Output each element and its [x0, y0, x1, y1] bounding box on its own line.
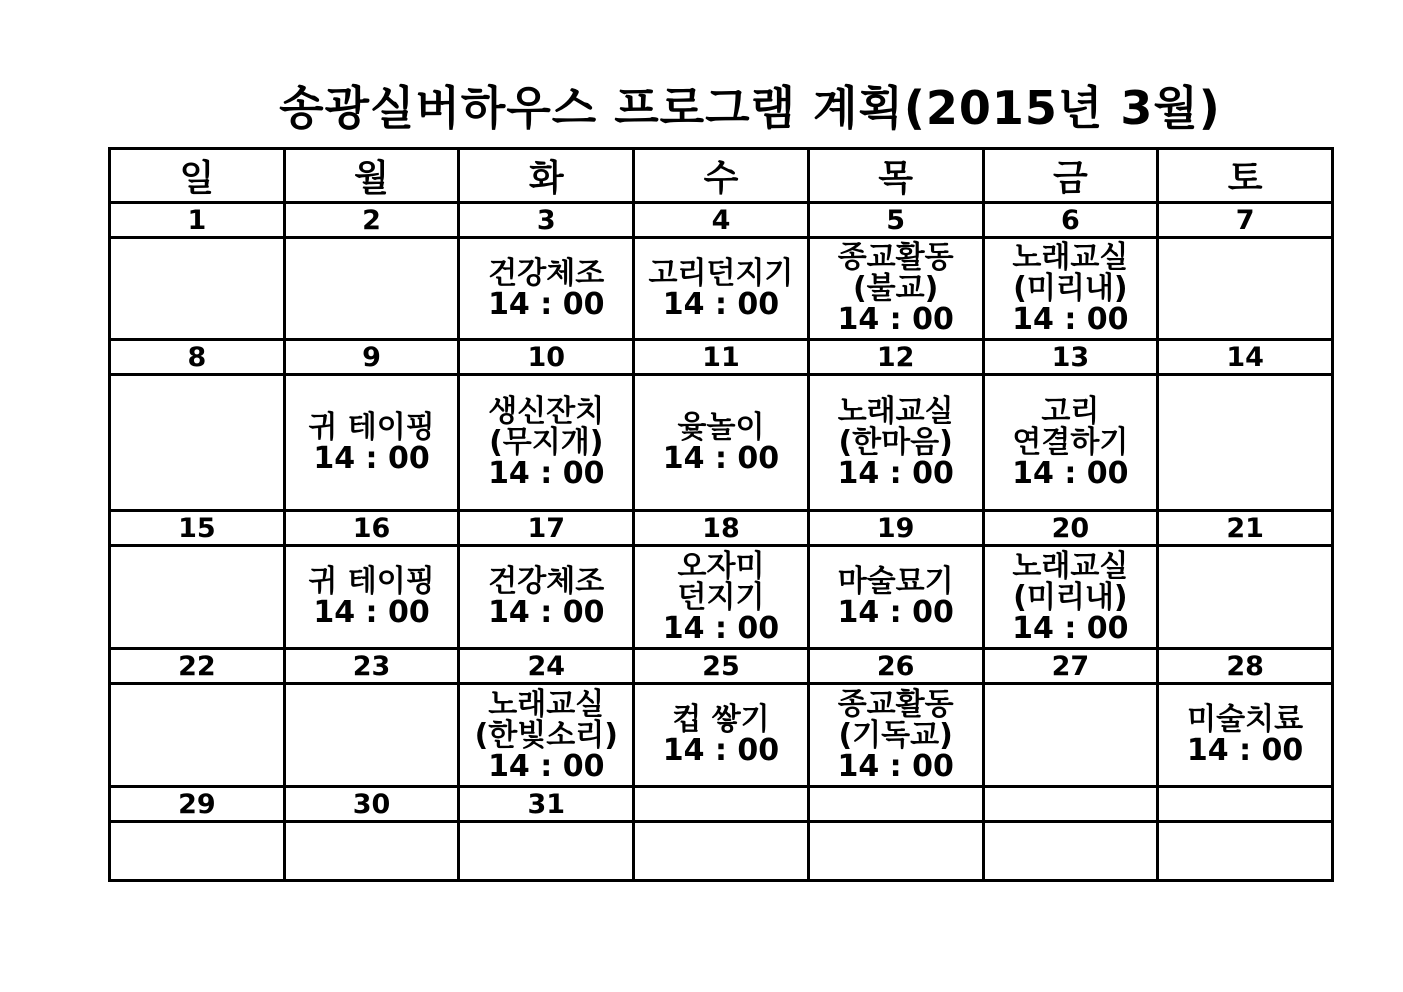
event-cell [983, 822, 1158, 881]
event-cell [983, 684, 1158, 787]
event-row [110, 822, 1333, 881]
event-cell [983, 546, 1158, 649]
date-cell: 5 [808, 203, 983, 238]
event-cell [459, 375, 634, 511]
event-cell [110, 684, 285, 787]
date-cell: 16 [284, 511, 459, 546]
event-label: (기독교) [838, 717, 953, 753]
event-cell [1158, 375, 1333, 511]
date-cell: 2 [284, 203, 459, 238]
event-label: 윷놀이 [677, 409, 765, 445]
event-time: 14 : 00 [837, 748, 954, 784]
date-cell: 29 [110, 787, 285, 822]
event-label: 마술묘기 [837, 564, 954, 599]
event-label: 노래교실 [488, 686, 605, 722]
event-cell [459, 238, 634, 340]
event-row [110, 684, 1333, 787]
event-cell [284, 238, 459, 340]
event-time: 14 : 00 [488, 595, 605, 630]
calendar-body [110, 149, 1333, 881]
weekday-header: 수 [634, 149, 809, 203]
page-title: 송광실버하우스 프로그램 계획(2015년 3월) [279, 81, 1221, 135]
date-cell [808, 787, 983, 822]
date-cell [1158, 787, 1333, 822]
event-time: 14 : 00 [1012, 456, 1129, 491]
date-cell: 31 [459, 787, 634, 822]
date-cell: 28 [1158, 649, 1333, 684]
event-cell [634, 546, 809, 649]
date-cell: 17 [459, 511, 634, 546]
date-cell: 1 [110, 203, 285, 238]
event-cell [284, 375, 459, 511]
event-row [110, 546, 1333, 649]
event-cell [459, 546, 634, 649]
event-cell [110, 546, 285, 649]
weekday-header: 일 [110, 149, 285, 203]
event-time: 14 : 00 [1012, 610, 1129, 646]
event-cell [808, 238, 983, 340]
event-row [110, 238, 1333, 340]
event-time: 14 : 00 [488, 748, 605, 784]
event-label: 연결하기 [1012, 425, 1129, 460]
event-label: 미술치료 [1187, 702, 1304, 737]
date-row [110, 511, 1333, 546]
event-label: 귀 테이핑 [308, 564, 435, 599]
event-time: 14 : 00 [313, 595, 430, 630]
date-cell [983, 787, 1158, 822]
date-cell: 14 [1158, 340, 1333, 375]
event-time: 14 : 00 [662, 286, 780, 322]
event-cell [634, 375, 809, 511]
event-cell [1158, 684, 1333, 787]
event-label: (불교) [852, 271, 939, 306]
event-label: (미리내) [1013, 271, 1128, 306]
event-label: 건강체조 [488, 255, 605, 291]
event-cell [1158, 822, 1333, 881]
event-cell [808, 822, 983, 881]
date-cell: 22 [110, 649, 285, 684]
date-cell: 25 [634, 649, 809, 684]
event-cell [808, 684, 983, 787]
event-label: (무지개) [489, 425, 604, 460]
event-cell [1158, 238, 1333, 340]
date-cell: 30 [284, 787, 459, 822]
event-cell [808, 546, 983, 649]
event-time: 14 : 00 [662, 733, 780, 768]
event-cell [284, 684, 459, 787]
event-label: 고리 [1041, 394, 1100, 429]
event-cell [1158, 546, 1333, 649]
event-time: 14 : 00 [837, 595, 954, 630]
date-cell: 21 [1158, 511, 1333, 546]
event-cell [284, 546, 459, 649]
date-cell: 26 [808, 649, 983, 684]
event-label: 종교활동 [837, 240, 954, 275]
event-time: 14 : 00 [662, 610, 780, 646]
event-time: 14 : 00 [488, 456, 605, 491]
event-label: 고리던지기 [648, 255, 794, 291]
event-cell [110, 375, 285, 511]
date-cell: 13 [983, 340, 1158, 375]
event-time: 14 : 00 [837, 456, 954, 491]
weekday-header: 토 [1158, 149, 1333, 203]
event-cell [634, 822, 809, 881]
date-cell: 12 [808, 340, 983, 375]
event-cell [983, 375, 1158, 511]
event-cell [284, 822, 459, 881]
date-cell: 18 [634, 511, 809, 546]
date-row [110, 649, 1333, 684]
weekday-header: 화 [459, 149, 634, 203]
event-row [110, 375, 1333, 511]
event-time: 14 : 00 [313, 440, 430, 476]
event-time: 14 : 00 [488, 286, 605, 322]
event-label: 노래교실 [1012, 548, 1129, 584]
date-cell: 19 [808, 511, 983, 546]
event-time: 14 : 00 [1186, 733, 1304, 768]
event-label: 던지기 [677, 579, 765, 615]
date-cell: 10 [459, 340, 634, 375]
weekday-header: 월 [284, 149, 459, 203]
event-cell [983, 238, 1158, 340]
event-time: 14 : 00 [1012, 302, 1129, 337]
event-label: 오자미 [677, 548, 765, 584]
date-cell: 27 [983, 649, 1158, 684]
event-time: 14 : 00 [837, 302, 954, 337]
date-cell: 3 [459, 203, 634, 238]
date-cell: 6 [983, 203, 1158, 238]
event-label: 생신잔치 [488, 394, 605, 429]
event-cell [459, 684, 634, 787]
date-cell: 7 [1158, 203, 1333, 238]
event-cell [634, 238, 809, 340]
weekday-header-row [110, 149, 1333, 203]
date-cell: 11 [634, 340, 809, 375]
event-label: (한마음) [838, 425, 953, 460]
date-row [110, 787, 1333, 822]
event-label: 노래교실 [837, 394, 954, 429]
event-label: 종교활동 [837, 686, 954, 722]
date-cell [634, 787, 809, 822]
program-calendar [108, 147, 1334, 882]
event-cell [634, 684, 809, 787]
date-cell: 20 [983, 511, 1158, 546]
event-label: 건강체조 [488, 564, 605, 599]
event-label: 컵 쌓기 [672, 702, 770, 737]
date-cell: 4 [634, 203, 809, 238]
date-cell: 9 [284, 340, 459, 375]
weekday-header: 금 [983, 149, 1158, 203]
event-cell [459, 822, 634, 881]
event-label: (미리내) [1013, 579, 1128, 615]
date-row [110, 340, 1333, 375]
date-cell: 8 [110, 340, 285, 375]
date-cell: 23 [284, 649, 459, 684]
weekday-header: 목 [808, 149, 983, 203]
event-label: 귀 테이핑 [308, 409, 435, 445]
event-cell [808, 375, 983, 511]
event-cell [110, 238, 285, 340]
date-cell: 24 [459, 649, 634, 684]
date-cell: 15 [110, 511, 285, 546]
event-label: (한빛소리) [474, 717, 618, 753]
event-label: 노래교실 [1012, 240, 1129, 275]
event-time: 14 : 00 [662, 440, 780, 476]
date-row [110, 203, 1333, 238]
event-cell [110, 822, 285, 881]
